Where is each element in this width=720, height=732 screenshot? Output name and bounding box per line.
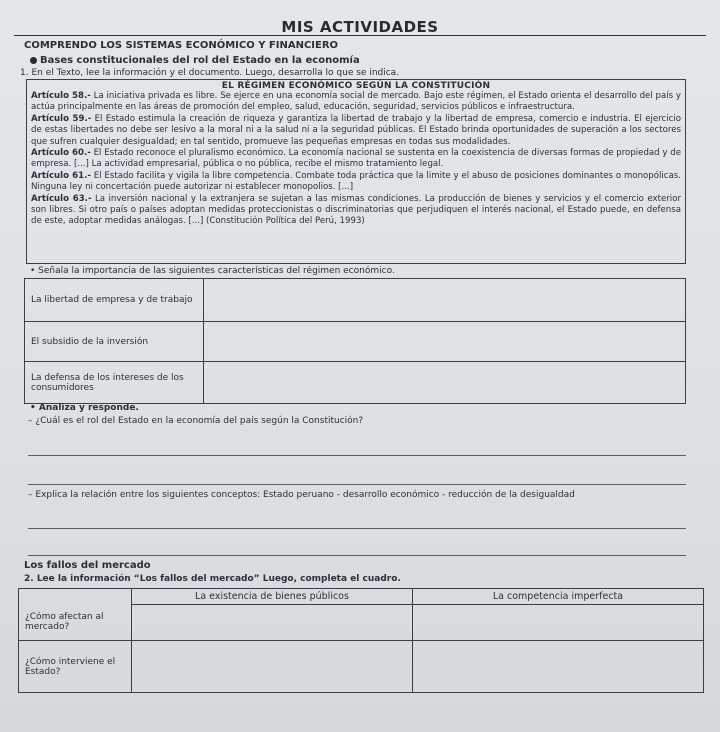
question-2: – Explica la relación entre los siguientes conceptos: Estado peruano - desarrollo económico - reducción de la desigualdad (28, 490, 575, 500)
article-paragraph (31, 91, 681, 114)
section-heading: COMPRENDO LOS SISTEMAS ECONÓMICO Y FINANCIERO (24, 40, 339, 51)
article-text: El Estado reconoce el pluralismo económico. La economía nacional se sustenta en la coexistencia de diversas formas de propiedad y de empresa. [...] La actividad empresarial, pública o no pública, recibe el mismo tratamiento legal. (31, 148, 682, 170)
header-blank (19, 589, 132, 605)
article-paragraph (31, 114, 681, 148)
answer-line[interactable] (28, 528, 686, 529)
market-failures-table (18, 588, 704, 693)
table-row (19, 641, 704, 693)
answer-line[interactable] (28, 484, 686, 485)
article-paragraph (31, 148, 681, 171)
market-heading: Los fallos del mercado (24, 560, 151, 571)
article-paragraph (31, 171, 681, 194)
table-row (25, 279, 686, 322)
table-header-row (19, 589, 704, 605)
row-label: La defensa de los intereses de los consumidores (25, 362, 204, 404)
bullet-icon (30, 57, 37, 64)
answer-line[interactable] (28, 455, 686, 456)
article-text: La inversión nacional y la extranjera se sujetan a las mismas condiciones. La producción de bienes y servicios y el comercio exterior son libres. Si otro país o países adoptan medidas proteccionistas o discriminatorias que perjudiquen el interés nacional, el Estado puede, en defensa de este, adoptar medidas análogas. [...] (Constitución Política del Perú, 1993) (31, 193, 681, 227)
answer-line[interactable] (28, 555, 686, 556)
importance-table (24, 278, 686, 404)
answer-cell[interactable] (204, 362, 686, 404)
page-title: MIS ACTIVIDADES (281, 18, 439, 36)
task-b-prompt: • Analiza y responde. (30, 403, 139, 413)
answer-cell[interactable] (132, 641, 413, 693)
column-header: La existencia de bienes públicos (132, 589, 413, 605)
article-paragraph (31, 194, 681, 228)
table-row (25, 362, 686, 404)
column-header: La competencia imperfecta (413, 589, 704, 605)
instruction-2: 2. Lee la información “Los fallos del mercado” Luego, completa el cuadro. (24, 574, 401, 584)
row-label: La libertad de empresa y de trabajo (25, 279, 204, 322)
answer-cell[interactable] (413, 641, 704, 693)
title-divider (14, 35, 706, 36)
table-row (25, 322, 686, 362)
article-text: El Estado facilita y vigila la libre competencia. Combate toda práctica que la limite y el abuso de posiciones dominantes o monopólicas. Ninguna ley ni concertación puede autorizar ni establecer monopolios. [...] (31, 170, 681, 193)
article-label: Artículo 59.- (31, 113, 92, 124)
question-1: – ¿Cuál es el rol del Estado en la economía del país según la Constitución? (28, 416, 364, 426)
document-title: EL RÉGIMEN ECONÓMICO SEGÚN LA CONSTITUCIÓN (221, 81, 491, 91)
answer-cell[interactable] (204, 279, 686, 322)
answer-cell[interactable] (204, 322, 686, 362)
article-label: Artículo 58.- (31, 91, 91, 101)
row-label: ¿Cómo afectan al mercado? (19, 605, 132, 641)
article-list (27, 91, 685, 228)
constitution-document (26, 79, 686, 264)
instruction-1: 1. En el Texto, lee la información y el documento. Luego, desarrolla lo que se indica. (20, 68, 400, 78)
answer-cell[interactable] (413, 605, 704, 641)
row-label: ¿Cómo interviene el Estado? (19, 641, 132, 693)
task-a-prompt: • Señala la importancia de las siguientes características del régimen económico. (30, 266, 395, 276)
article-label: Artículo 61.- (31, 170, 91, 181)
row-label: El subsidio de la inversión (25, 322, 204, 362)
table-row (19, 605, 704, 641)
subsection-heading: Bases constitucionales del rol del Estado en la economía (30, 55, 360, 66)
article-label: Artículo 60.- (31, 148, 91, 159)
article-label: Artículo 63.- (31, 193, 92, 204)
article-text: La iniciativa privada es libre. Se ejerce en una economía social de mercado. Bajo este régimen, el Estado orienta el desarrollo del país y actúa principalmente en las áreas de promoción del empleo, salud, educación, seguridad, servicios públicos e infraestructura. (31, 91, 681, 113)
article-text: El Estado estimula la creación de riqueza y garantiza la libertad de trabajo y la libertad de empresa, comercio e industria. El ejercicio de estas libertades no debe ser lesivo a la moral ni a la salud ni a la seguridad públicas. El Estado brinda oportunidades de superación a los sectores que sufren cualquier desigualdad; en tal sentido, promueve las pequeñas empresas en todas sus modalidades. (31, 113, 681, 147)
answer-cell[interactable] (132, 605, 413, 641)
